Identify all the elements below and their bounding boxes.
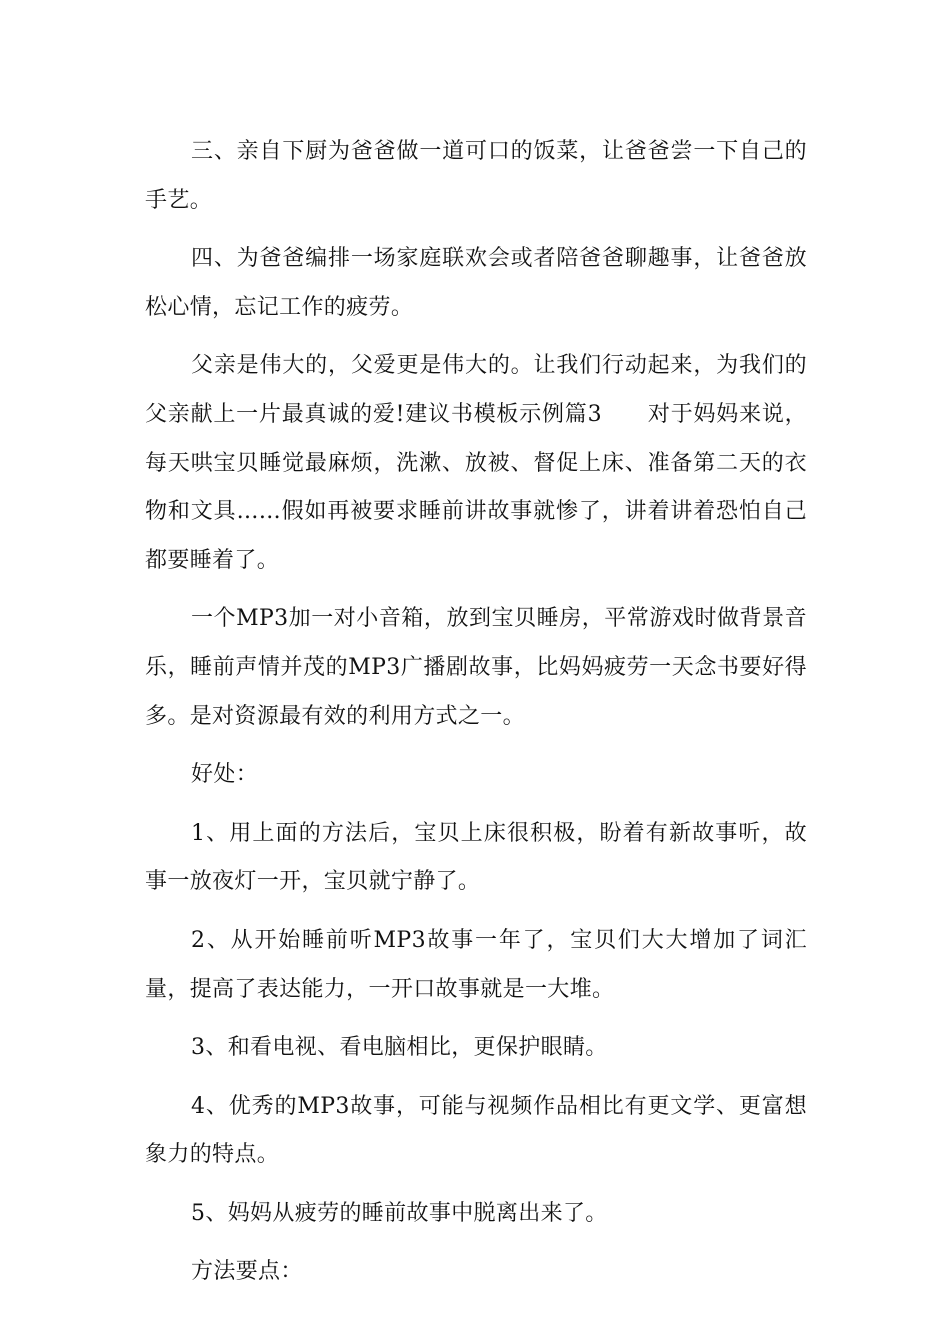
paragraph-party: 四、为爸爸编排一场家庭联欢会或者陪爸爸聊趣事，让爸爸放松心情，忘记工作的疲劳。 [145, 246, 807, 320]
paragraph-benefit-4: 4、优秀的MP3故事，可能与视频作品相比有更文学、更富想象力的特点。 [145, 1093, 807, 1168]
paragraph-cooking: 三、亲自下厨为爸爸做一道可口的饭菜，让爸爸尝一下自己的手艺。 [145, 139, 807, 213]
paragraph-mp3-intro: 一个MP3加一对小音箱，放到宝贝睡房，平常游戏时做背景音乐，睡前声情并茂的MP3广播剧故事，比妈妈疲劳一天念书要好得多。是对资源最有效的利用方式之一。 [145, 606, 807, 729]
paragraph-method-heading: 方法要点： [191, 1259, 303, 1285]
paragraph-benefit-5: 5、妈妈从疲劳的睡前故事中脱离出来了。 [191, 1200, 608, 1226]
paragraph-father-love: 父亲是伟大的，父爱更是伟大的。让我们行动起来，为我们的父亲献上一片最真诚的爱!建议书模板示例篇3 对于妈妈来说，每天哄宝贝睡觉最麻烦，洗漱、放被、督促上床、准备第二天的衣物和文具……假如再被要求睡前讲故事就惨了，讲着讲着恐怕自己都要睡着了。 [145, 353, 807, 573]
paragraph-benefits-heading: 好处： [191, 762, 259, 788]
document-body [145, 128, 807, 1307]
paragraph-benefit-3: 3、和看电视、看电脑相比，更保护眼睛。 [191, 1035, 608, 1061]
paragraph-benefit-2: 2、从开始睡前听MP3故事一年了，宝贝们大大增加了词汇量，提高了表达能力，一开口故事就是一大堆。 [145, 927, 807, 1002]
paragraph-benefit-1: 1、用上面的方法后，宝贝上床很积极，盼着有新故事听，故事一放夜灯一开，宝贝就宁静了。 [145, 820, 807, 895]
